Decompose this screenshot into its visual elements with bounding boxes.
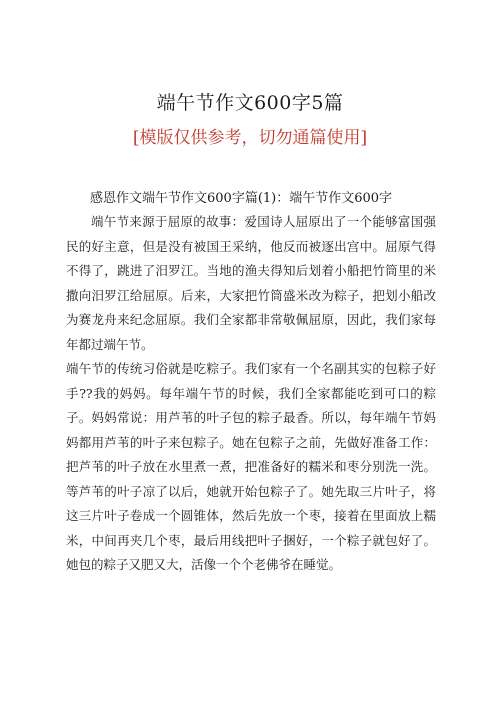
document-subtitle: [模版仅供参考，切勿通篇使用] [132, 128, 368, 148]
section-heading: 感恩作文端午节作文600字篇(1)：端午节作文600字 [90, 191, 393, 206]
paragraph-1: 端午节来源于屈原的故事：爱国诗人屈原出了一个能够富国强民的好主意，但是没有被国王采纳，他反而被逐出宫中。屈原气得不得了，跳进了汨罗江。当地的渔夫得知后划着小船把竹筒里的米撒向汨罗江给屈原。后来，大家把竹筒盛米改为粽子，把划小船改为赛龙舟来纪念屈原。我们全家都非常敬佩屈原，因此，我们家每年都过端午节。 [66, 214, 436, 352]
paragraph-2: 端午节的传统习俗就是吃粽子。我们家有一个名副其实的包粽子好手??我的妈妈。每年端午节的时候，我们全家都能吃到可口的粽子。妈妈常说：用芦苇的叶子包的粽子最香。所以，每年端午节妈妈都用芦苇的叶子来包粽子。她在包粽子之前，先做好准备工作：把芦苇的叶子放在水里煮一煮，把准备好的糯米和枣分别洗一洗。等芦苇的叶子凉了以后，她就开始包粽子了。她先取三片叶子，将这三片叶子卷成一个圆锥体，然后先放一个枣，接着在里面放上糯米，中间再夹几个枣，最后用线把叶子捆好，一个粽子就包好了。她包的粽子又肥又大，活像一个个老佛爷在睡觉。 [66, 361, 436, 572]
document-title: 端午节作文600字5篇 [156, 92, 344, 114]
